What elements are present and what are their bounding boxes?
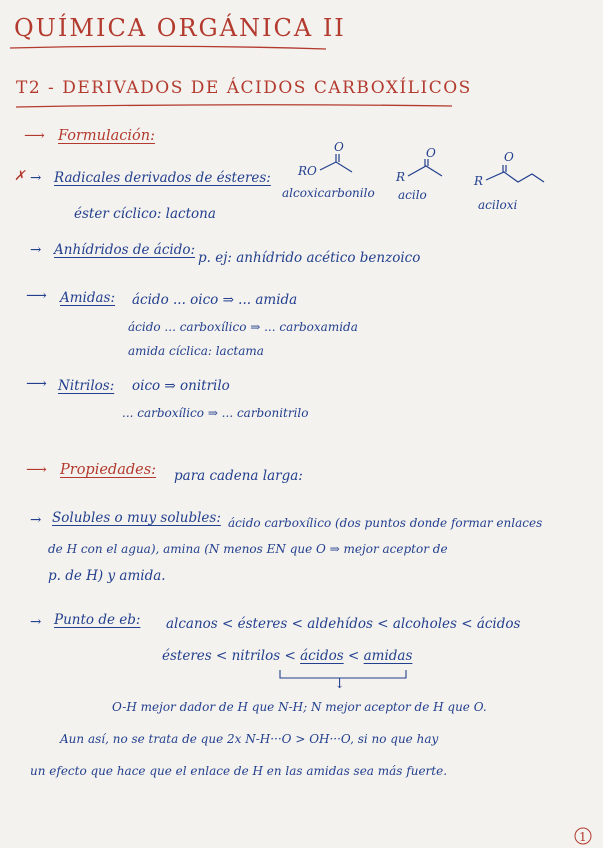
explicacion-line-1: O-H mejor dador de H que N-H; N mejor aceptor de H que O.: [112, 700, 487, 714]
anhidridos-label: Anhídridos de ácido:: [54, 242, 196, 258]
aciloxi-label: aciloxi: [478, 198, 518, 212]
propiedades-heading: Propiedades:: [60, 462, 157, 478]
explicacion-line-2: Aun así, no se trata de que 2x N-H···O > OH···O, si no que hay: [60, 732, 439, 746]
amidas-line-2: ácido ... carboxílico ⇒ ... carboxamida: [128, 320, 358, 334]
struct-r2-label: R: [474, 174, 484, 188]
struct-r1-label: R: [396, 170, 406, 184]
title-underline: [8, 44, 328, 52]
solubles-label: Solubles o muy solubles:: [52, 510, 221, 526]
page-number-circle: [573, 826, 593, 846]
bleed-through: [470, 70, 580, 140]
cross-mark: ✗: [14, 168, 26, 184]
explicacion-line-3: un efecto que hace que el enlace de H en las amidas sea más fuerte.: [30, 764, 448, 778]
ebullicion-line-2-start: ésteres < nitrilos <: [162, 648, 296, 664]
ebullicion-amidas: amidas: [363, 648, 413, 664]
amidas-line-3: amida cíclica: lactama: [128, 344, 264, 358]
amidas-line-1: ácido ... oico ⇒ ... amida: [132, 292, 298, 308]
acilo-structure: [404, 158, 452, 190]
ebullicion-line-1: alcanos < ésteres < aldehídos < alcoholes < ácidos: [166, 616, 521, 632]
arrow-icon: ⟶: [26, 288, 47, 304]
nitrilos-line-1: oico ⇒ onitrilo: [132, 378, 230, 394]
arrow-icon: →: [30, 512, 42, 528]
ebullicion-acidos: ácidos: [300, 648, 344, 664]
struct-o3-label: O: [504, 150, 514, 164]
arrow-icon: ⟶: [26, 462, 47, 478]
arrow-icon: ⟶: [24, 128, 45, 144]
ebullicion-less-than: <: [343, 648, 364, 664]
formulacion-heading: Formulación:: [58, 128, 156, 144]
page-number: 1: [579, 830, 587, 844]
arrow-icon: ⟶: [26, 376, 47, 392]
ebullicion-line-2: [162, 648, 412, 664]
arrow-icon: →: [30, 242, 42, 258]
arrow-icon: →: [30, 170, 42, 186]
nitrilos-line-2: ... carboxílico ⇒ ... carbonitrilo: [122, 406, 309, 420]
amidas-label: Amidas:: [60, 290, 116, 306]
struct-o2-label: O: [426, 146, 436, 160]
anhidridos-text: p. ej: anhídrido acético benzoico: [198, 250, 421, 266]
page-title: QUÍMICA ORGÁNICA II: [14, 14, 346, 42]
down-arrow-icon: ↓: [334, 676, 346, 692]
subtitle-underline: [14, 102, 454, 110]
alcoxicarbonilo-structure: [318, 152, 366, 186]
solubles-line-3: p. de H) y amida.: [48, 568, 166, 584]
acilo-label: acilo: [398, 188, 427, 202]
solubles-line-1: ácido carboxílico (dos puntos donde formar enlaces: [228, 516, 543, 530]
arrow-icon: →: [30, 614, 42, 630]
struct-o-label: O: [334, 140, 344, 154]
nitrilos-label: Nitrilos:: [58, 378, 115, 394]
aciloxi-structure: [484, 162, 548, 194]
alcoxicarbonilo-label: alcoxicarbonilo: [282, 186, 375, 200]
struct-ro-label: RO: [298, 164, 317, 178]
propiedades-note: para cadena larga:: [174, 468, 303, 484]
solubles-line-2: de H con el agua), amina (N menos EN que O ⇒ mejor aceptor de: [48, 542, 448, 556]
ebullicion-label: Punto de eb:: [54, 612, 141, 628]
ester-ciclico-text: éster cíclico: lactona: [74, 206, 216, 222]
radicales-label: Radicales derivados de ésteres:: [54, 170, 271, 186]
page-subtitle: T2 - DERIVADOS DE ÁCIDOS CARBOXÍLICOS: [16, 78, 472, 98]
